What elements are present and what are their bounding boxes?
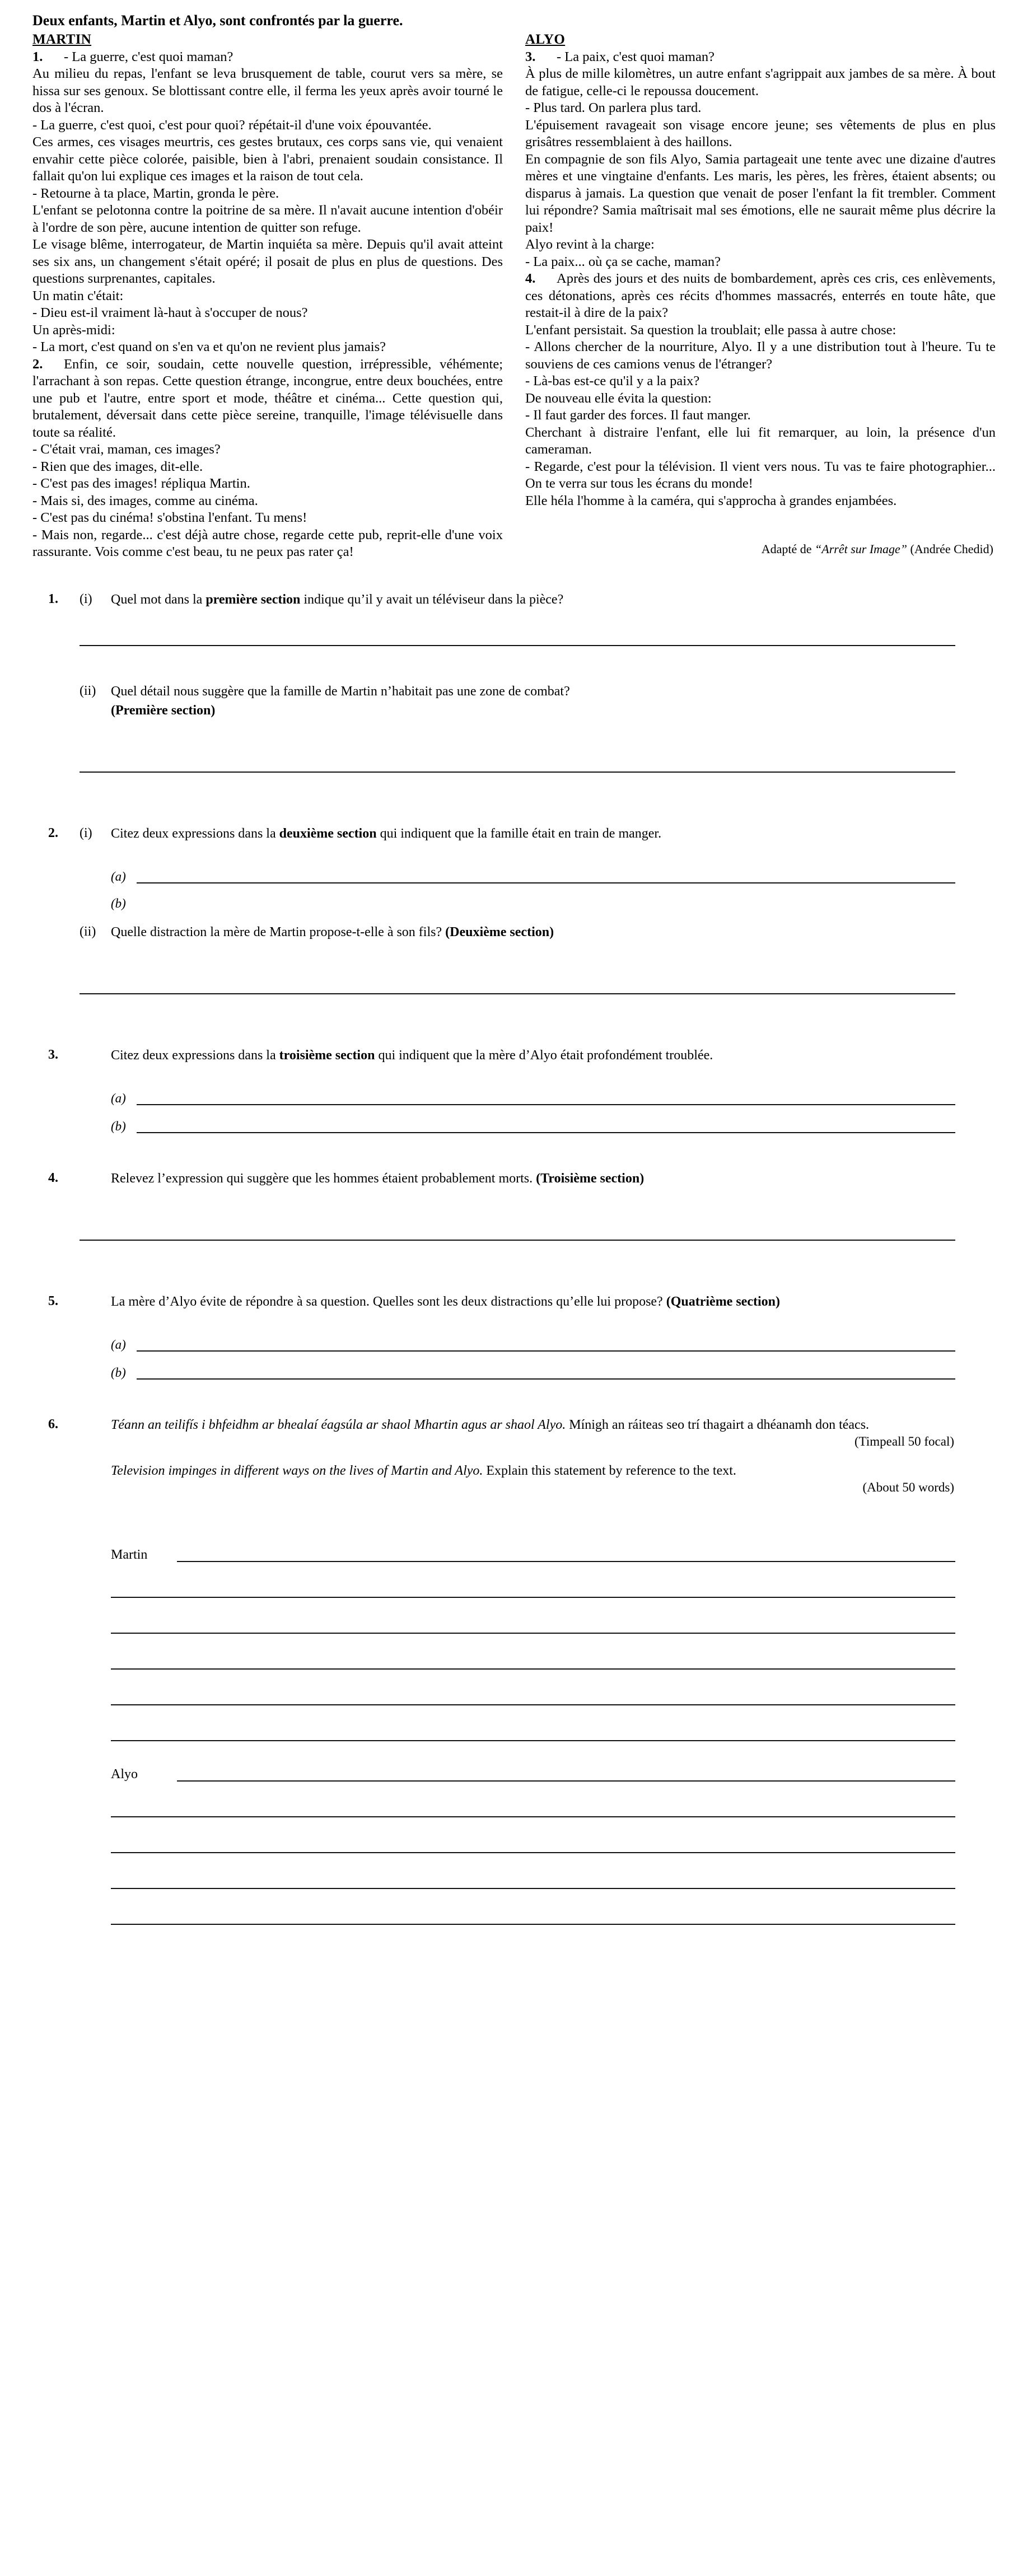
- answer-line[interactable]: [111, 1853, 955, 1889]
- column-heading-alyo: ALYO: [525, 31, 566, 47]
- spacer: [48, 1241, 989, 1292]
- blank-label: (b): [111, 1119, 126, 1133]
- spacer: [48, 609, 989, 645]
- passage-column-alyo: [525, 31, 996, 557]
- question-text-main: Relevez l’expression qui suggère que les hommes étaient probablement morts.: [111, 1171, 536, 1186]
- spacer: [48, 942, 989, 993]
- paragraph-text: Après des jours et des nuits de bombardement, après ces cris, ces enlèvements, ces détonations, après ces récits d'hommes massacrés, enterrés en toute hâte, que restait-il à dire de la paix?: [525, 271, 996, 321]
- blank-label: (a): [111, 1338, 126, 1352]
- spacer: [48, 843, 989, 868]
- passage-paragraph: Un matin c'était:: [32, 288, 124, 303]
- passage-paragraph: - Allons chercher de la nourriture, Alyo. Il y a une distribution tout à l'heure. Tu te souviens de ces camions venus de l'étranger?: [525, 339, 996, 372]
- attribution-prefix: Adapté de: [761, 542, 815, 557]
- spacer: [48, 1495, 989, 1546]
- answer-line[interactable]: [111, 1562, 955, 1598]
- passage-attribution: [525, 542, 996, 557]
- paragraph-text: Enfin, ce soir, soudain, cette nouvelle question, irrépressible, véhémente; l'arrachant à son repas. Cette question étrange, incongrue, entre deux bouchées, entre une pub et l'autre, entre sport et mode, théâtre et cinéma... Cette question qui, brutalement, déversait dans cette pièce sereine, tranquille, l'image télévisuelle dans toute sa réalité.: [32, 356, 503, 440]
- question-part-label: (ii): [80, 683, 96, 698]
- question-1: [48, 590, 989, 609]
- answer-line[interactable]: [111, 1634, 955, 1670]
- question-section-ref: (Troisième section): [536, 1171, 645, 1186]
- answer-line[interactable]: [137, 868, 955, 883]
- passage-paragraph: L'épuisement ravageait son visage encore jeune; ses vêtements de plus en plus grisâtres ressemblaient à des haillons.: [525, 117, 996, 150]
- answer-blank-a: [111, 1090, 955, 1105]
- passage-paragraph: Le visage blême, interrogateur, de Martin inquiéta sa mère. Depuis qu'il avait atteint ses six ans, un changement s'était opéré; il posait de plus en plus de questions. Des questions surprenantes, capitales.: [32, 237, 503, 287]
- answer-label-martin: Martin: [111, 1548, 148, 1563]
- question-text-post: qui indiquent que la famille était en train de manger.: [376, 826, 662, 841]
- answer-block-alyo: [111, 1766, 955, 1782]
- question-text-pre: Citez deux expressions dans la: [111, 826, 279, 841]
- passage-paragraph: Elle héla l'homme à la caméra, qui s'approcha à grandes enjambées.: [525, 493, 897, 508]
- question-text-main: La mère d’Alyo évite de répondre à sa question. Quelles sont les deux distractions qu’elle lui propose?: [111, 1294, 666, 1310]
- answer-line[interactable]: [137, 896, 955, 910]
- answer-blank-b: [111, 896, 955, 910]
- question-part-label: (i): [80, 825, 92, 840]
- answer-label-alyo: Alyo: [111, 1767, 138, 1782]
- question-3: [48, 1046, 989, 1065]
- spacer: [48, 1741, 989, 1766]
- answer-blank-b: [111, 1118, 955, 1133]
- question-section-ref: (Quatrième section): [666, 1294, 780, 1310]
- answer-line[interactable]: [111, 1670, 955, 1705]
- question-text: [111, 1169, 917, 1188]
- passage-paragraph: Alyo revint à la charge:: [525, 237, 655, 253]
- answer-line[interactable]: [177, 1766, 955, 1782]
- question-section-ref: (Première section): [111, 703, 216, 718]
- paragraph-text: - La paix, c'est quoi maman?: [557, 49, 715, 64]
- paragraph-number: 4.: [525, 271, 536, 287]
- word-count-english: (About 50 words): [862, 1480, 954, 1495]
- answer-line[interactable]: [111, 1598, 955, 1634]
- blank-label: (a): [111, 869, 126, 883]
- answer-line[interactable]: [137, 1090, 955, 1105]
- question-text-bold: troisième section: [279, 1048, 375, 1063]
- spacer: [48, 720, 989, 772]
- spacer: [48, 1188, 989, 1240]
- passage-paragraph: [32, 49, 503, 66]
- question-2: [48, 824, 989, 843]
- paragraph-number: 3.: [525, 49, 536, 64]
- spacer: [48, 1449, 989, 1461]
- passage-paragraph: - Retourne à ta place, Martin, gronda le père.: [32, 185, 279, 201]
- spacer: [48, 910, 989, 923]
- passage-paragraph: - Dieu est-il vraiment là-haut à s'occuper de nous?: [32, 305, 308, 321]
- question-text: [111, 1292, 917, 1311]
- answer-line[interactable]: [177, 1546, 955, 1562]
- question-number: 4.: [48, 1171, 58, 1186]
- answer-block-martin: [111, 1546, 955, 1562]
- spacer: [48, 1380, 989, 1415]
- question-text: [111, 824, 917, 843]
- passage-paragraph: [525, 49, 996, 66]
- question-text-pre: Quel mot dans la: [111, 592, 206, 607]
- passage-paragraph: - C'était vrai, maman, ces images?: [32, 442, 221, 457]
- passage-paragraph: - Plus tard. On parlera plus tard.: [525, 100, 702, 116]
- question-number: 3.: [48, 1048, 58, 1063]
- passage-columns: [29, 31, 996, 561]
- passage-paragraph: - La mort, c'est quand on s'en va et qu'on ne revient plus jamais?: [32, 339, 386, 355]
- passage-paragraph: - Regarde, c'est pour la télévision. Il vient vers nous. Tu vas te faire photographier... On te verra sur tous les écrans du monde!: [525, 459, 996, 492]
- passage-paragraph: Ces armes, ces visages meurtris, ces gestes brutaux, ces corps sans vie, qui venaient envahir cette pièce colorée, paisible, bien à l'abri, prenaient soudain consistance. Il fallait qu'on lui explique ces images et la raison de tout cela.: [32, 134, 503, 184]
- answer-blank-b: [111, 1364, 955, 1380]
- question-part-label: (i): [80, 591, 92, 606]
- question-text: [111, 590, 917, 609]
- passage-paragraph: - La guerre, c'est quoi, c'est pour quoi? répétait-il d'une voix épouvantée.: [32, 117, 432, 133]
- spacer: [48, 883, 989, 896]
- questions-section: [29, 590, 989, 1925]
- question-text: [111, 682, 917, 720]
- passage-paragraph: En compagnie de son fils Alyo, Samia partageait une tente avec une dizaine d'autres mères et une vingtaine d'enfants. Les maris, les pères, les frères, étaient absents; ou disparus à jamais. La question que venait de poser l'enfant la fit trembler. Comment lui répondre? Samia maîtrisait mal ses émotions, elle ne saurait même plus décrire la paix!: [525, 151, 996, 235]
- passage-paragraph: - La paix... où ça se cache, maman?: [525, 254, 721, 269]
- passage-paragraph: [32, 356, 503, 442]
- page-title: Deux enfants, Martin et Alyo, sont confrontés par la guerre.: [32, 12, 403, 29]
- question-text: [111, 1046, 917, 1065]
- answer-line[interactable]: [137, 1364, 955, 1380]
- passage-column-martin: [32, 31, 503, 561]
- blank-label: (b): [111, 896, 126, 910]
- passage-paragraph: De nouveau elle évita la question:: [525, 390, 712, 406]
- column-heading-martin: MARTIN: [32, 31, 92, 47]
- word-count-irish: (Timpeall 50 focal): [854, 1434, 954, 1449]
- passage-paragraph: L'enfant se pelotonna contre la poitrine de sa mère. Il n'avait aucune intention d'obéir à l'ordre de son père, aucune intention de quitter son refuge.: [32, 203, 503, 235]
- question-irish-statement: Téann an teilifís i bhfeidhm ar bhealaí éagsúla ar shaol Mhartin agus ar shaol Alyo.: [111, 1418, 566, 1433]
- blank-label: (b): [111, 1366, 126, 1380]
- answer-line[interactable]: [137, 1118, 955, 1133]
- passage-paragraph: Cherchant à distraire l'enfant, elle lui fit remarquer, au loin, la présence d'un cameraman.: [525, 424, 996, 457]
- question-text: [111, 923, 917, 942]
- question-irish-instruction: Mínigh an ráiteas seo trí thagairt a dhéanamh don téacs.: [566, 1418, 870, 1433]
- passage-paragraph: À plus de mille kilomètres, un autre enfant s'agrippait aux jambes de sa mère. À bout de fatigue, celle-ci le repoussa doucement.: [525, 66, 996, 99]
- attribution-title: “Arrêt sur Image”: [815, 542, 908, 557]
- passage-paragraph: Au milieu du repas, l'enfant se leva brusquement de table, courut vers sa mère, se hissa sur ses genoux. Se blottissant contre elle, il ferma les yeux après avoir tourné le dos à l'écran.: [32, 66, 503, 116]
- passage-paragraph: - C'est pas du cinéma! s'obstina l'enfant. Tu mens!: [32, 510, 307, 526]
- question-text-post: qui indiquent que la mère d’Alyo était profondément troublée.: [375, 1048, 713, 1063]
- answer-line[interactable]: [111, 1705, 955, 1741]
- answer-blank-a: [111, 1336, 955, 1352]
- spacer: [48, 646, 989, 682]
- question-text-post: indique qu’il y avait un téléviseur dans la pièce?: [300, 592, 564, 607]
- spacer: [48, 1133, 989, 1169]
- answer-line[interactable]: [111, 1817, 955, 1853]
- passage-paragraph: - Mais non, regarde... c'est déjà autre chose, regarde cette pub, reprit-elle d'une voix rassurante. Vois comme c'est beau, tu ne peux pas rater ça!: [32, 527, 503, 560]
- question-text-bold: deuxième section: [279, 826, 377, 841]
- question-english-statement: Television impinges in different ways on the lives of Martin and Alyo.: [111, 1464, 483, 1479]
- question-text-main: Quel détail nous suggère que la famille de Martin n’habitait pas une zone de combat?: [111, 684, 570, 699]
- attribution-author: (Andrée Chedid): [907, 542, 993, 557]
- spacer: [48, 994, 989, 1046]
- spacer: [48, 1311, 989, 1336]
- passage-paragraph: - Là-bas est-ce qu'il y a la paix?: [525, 373, 700, 389]
- paragraph-text: - La guerre, c'est quoi maman?: [64, 49, 234, 64]
- passage-paragraph: Un après-midi:: [32, 322, 115, 338]
- question-2-part-ii: [48, 923, 989, 942]
- spacer: [48, 773, 989, 824]
- question-6-english: [48, 1461, 989, 1480]
- spacer: [48, 1105, 989, 1118]
- passage-paragraph: [525, 270, 996, 322]
- question-number: 5.: [48, 1294, 58, 1309]
- paragraph-number: 2.: [32, 356, 43, 372]
- question-number: 6.: [48, 1417, 58, 1432]
- answer-line[interactable]: [137, 1336, 955, 1352]
- passage-paragraph: L'enfant persistait. Sa question la troublait; elle passa à autre chose:: [525, 322, 896, 338]
- question-section-ref: (Deuxième section): [445, 924, 554, 939]
- spacer: [48, 1352, 989, 1364]
- answer-line[interactable]: [111, 1782, 955, 1817]
- question-1-part-ii: [48, 682, 989, 720]
- passage-paragraph: - Mais si, des images, comme au cinéma.: [32, 493, 258, 508]
- spacer: [48, 1065, 989, 1090]
- question-number: 1.: [48, 591, 58, 606]
- question-text-irish: [111, 1415, 917, 1434]
- question-part-label: (ii): [80, 924, 96, 939]
- question-6: [48, 1415, 989, 1434]
- passage-paragraph: - Il faut garder des forces. Il faut manger.: [525, 408, 751, 423]
- answer-blank-a: [111, 868, 955, 883]
- paragraph-number: 1.: [32, 49, 43, 64]
- question-text-bold: première section: [206, 592, 301, 607]
- question-text-english: [111, 1461, 917, 1480]
- question-number: 2.: [48, 825, 58, 840]
- question-5: [48, 1292, 989, 1311]
- question-text-pre: Citez deux expressions dans la: [111, 1048, 279, 1063]
- question-english-instruction: Explain this statement by reference to the text.: [483, 1464, 736, 1479]
- answer-line[interactable]: [111, 1889, 955, 1925]
- question-text-main: Quelle distraction la mère de Martin propose-t-elle à son fils?: [111, 924, 446, 939]
- question-4: [48, 1169, 989, 1188]
- blank-label: (a): [111, 1091, 126, 1105]
- passage-paragraph: - Rien que des images, dit-elle.: [32, 459, 203, 474]
- passage-paragraph: - C'est pas des images! répliqua Martin.: [32, 476, 250, 492]
